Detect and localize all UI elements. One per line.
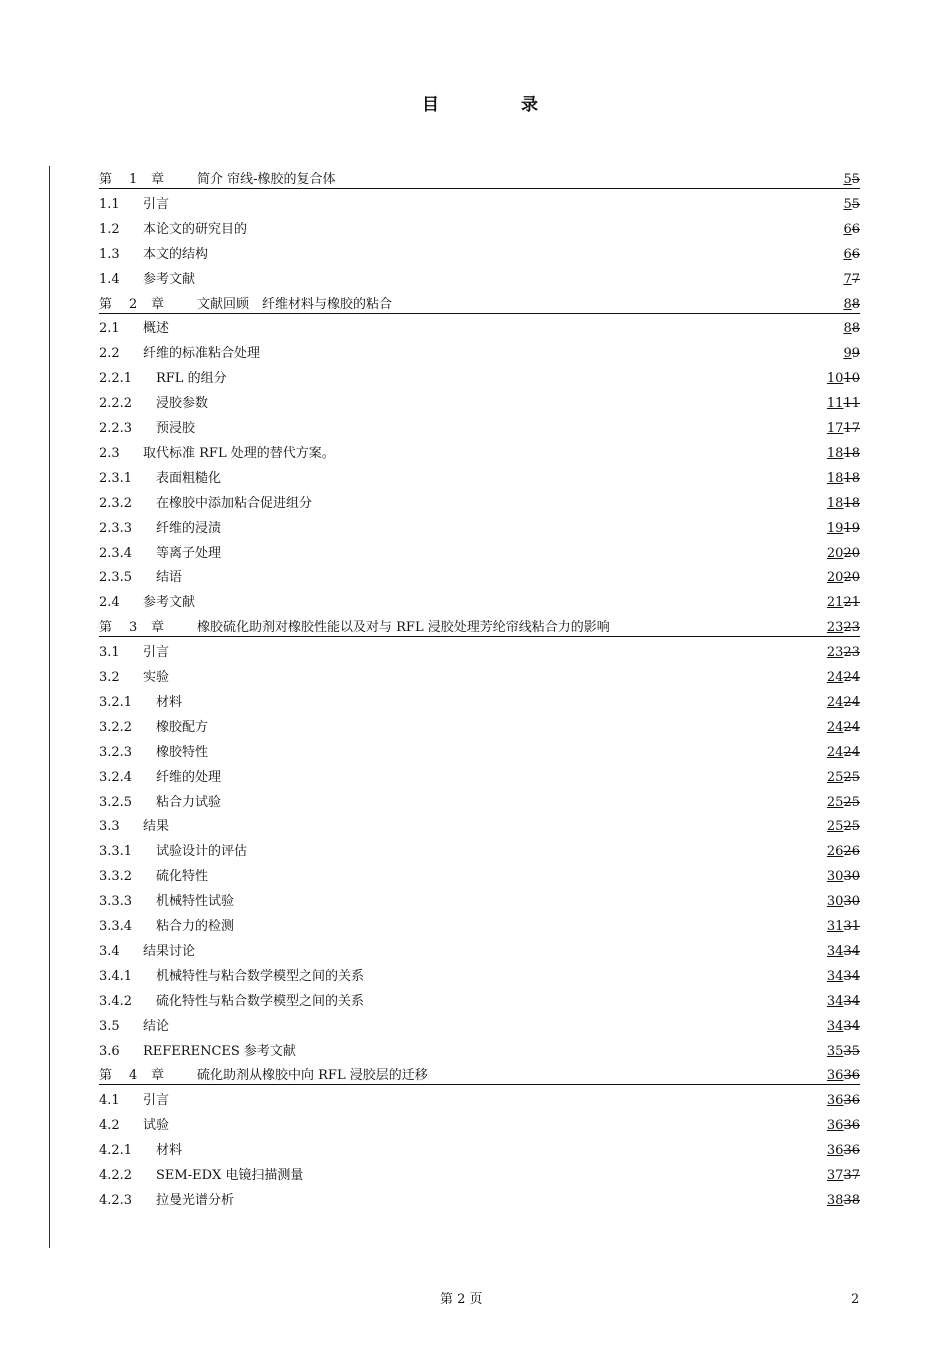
toc-entry-row[interactable]	[99, 195, 860, 215]
toc-title: RFL 的组分	[156, 371, 227, 387]
toc-number: 4.2.2	[99, 1168, 133, 1183]
toc-entry-row[interactable]	[99, 444, 860, 464]
toc-entry-row[interactable]	[99, 270, 860, 290]
toc-entry-row[interactable]	[99, 469, 860, 489]
page-number-inserted: 8	[843, 296, 852, 312]
page-number-deleted: 34	[843, 993, 860, 1009]
page-number-deleted: 34	[843, 1018, 860, 1034]
toc-title: 结果讨论	[143, 943, 196, 959]
toc-number: 3.4.1	[99, 968, 133, 984]
toc-number: 2.3.2	[99, 495, 133, 511]
toc-entry-row[interactable]	[99, 544, 860, 564]
toc-entry-row[interactable]	[99, 1141, 860, 1161]
toc-entry-row[interactable]	[99, 942, 860, 962]
page-number-deleted: 8	[851, 296, 860, 312]
page-number-deleted: 23	[843, 620, 860, 636]
toc-title: 实验	[143, 670, 170, 685]
toc-page-number	[827, 992, 860, 1012]
toc-page-number	[827, 743, 860, 763]
toc-page-number	[827, 618, 860, 638]
toc-entry-row[interactable]	[99, 519, 860, 539]
toc-page-number	[827, 892, 860, 912]
toc-title: 纤维的浸渍	[156, 520, 222, 536]
toc-title: 引言	[143, 645, 170, 661]
page-number-deleted: 20	[843, 570, 860, 586]
page-number-deleted: 17	[843, 421, 860, 436]
toc-entry-row[interactable]	[99, 319, 860, 339]
page-number-inserted: 25	[826, 769, 844, 785]
toc-title: 试验设计的评估	[156, 844, 248, 860]
toc-page-number	[827, 544, 860, 564]
toc-entry-row[interactable]	[99, 718, 860, 738]
toc-number: 3.3	[99, 819, 120, 835]
toc-title: 文献回顾 纤维材料与橡胶的粘合	[197, 296, 393, 312]
toc-page-number	[843, 319, 860, 339]
toc-page-number	[827, 369, 860, 389]
toc-entry-row[interactable]	[99, 842, 860, 862]
page-number-inserted: 34	[826, 943, 844, 959]
toc-title: 粘合力试验	[156, 794, 222, 810]
page-number-inserted: 36	[826, 1118, 844, 1134]
toc-page-number	[827, 693, 860, 713]
page-number-inserted: 7	[843, 271, 852, 287]
page-number-deleted: 25	[843, 819, 860, 835]
toc-number: 3.3.1	[99, 844, 133, 860]
page-number-inserted: 34	[826, 968, 844, 984]
page-number-deleted: 30	[843, 869, 860, 885]
chapter-label-number: 1	[129, 172, 138, 187]
toc-entry-row[interactable]	[99, 1091, 860, 1111]
toc-page-number	[827, 867, 860, 887]
toc-page-number	[827, 1042, 860, 1062]
page-number-deleted: 7	[851, 271, 860, 287]
toc-title: 材料	[156, 694, 183, 710]
toc-page-number	[827, 444, 860, 464]
toc-number: 1.4	[99, 271, 120, 287]
page-number-inserted: 20	[826, 570, 844, 586]
toc-page-number	[843, 245, 860, 265]
page-number-deleted: 34	[843, 943, 860, 959]
toc-title: SEM-EDX 电镜扫描测量	[156, 1168, 304, 1183]
toc-entry-row[interactable]	[99, 593, 860, 613]
page-number-deleted: 25	[843, 794, 860, 810]
chapter-label-number: 2	[129, 296, 138, 312]
toc-title: 本论文的研究目的	[143, 221, 248, 237]
chapter-label-prefix: 第	[99, 172, 113, 187]
page-number-deleted: 24	[843, 670, 860, 685]
toc-page-number	[827, 668, 860, 688]
page-number-deleted: 38	[843, 1192, 860, 1208]
toc-entry-row[interactable]	[99, 768, 860, 788]
toc-title: 等离子处理	[156, 545, 222, 561]
page-number-inserted: 38	[826, 1192, 844, 1208]
toc-title: 试验	[143, 1118, 170, 1134]
page-number-inserted: 11	[826, 396, 844, 412]
page-number-deleted: 36	[843, 1143, 860, 1159]
toc-page-number	[827, 494, 860, 514]
page-number-deleted: 9	[851, 346, 860, 362]
toc-title: 参考文献	[143, 271, 196, 287]
toc-page-number	[827, 1141, 860, 1161]
page-number-inserted: 18	[826, 495, 844, 511]
toc-title: 参考文献	[143, 595, 196, 611]
toc-number: 3.2.2	[99, 719, 133, 735]
toc-title: 机械特性试验	[156, 894, 235, 910]
toc-number: 4.1	[99, 1093, 120, 1109]
toc-chapter-row[interactable]	[99, 295, 860, 315]
page-number-inserted: 6	[843, 246, 852, 262]
toc-page-number	[827, 593, 860, 613]
page-number-deleted: 31	[843, 919, 860, 934]
page-number-deleted: 24	[843, 694, 860, 710]
toc-number: 1.1	[99, 196, 120, 212]
toc-page-number	[827, 768, 860, 788]
page-number-deleted: 35	[843, 1043, 860, 1059]
toc-number: 3.3.4	[99, 919, 133, 934]
page-number-deleted: 5	[851, 172, 860, 187]
toc-entry-row[interactable]	[99, 568, 860, 588]
toc-number: 2.3.1	[99, 470, 133, 486]
toc-title: 本文的结构	[143, 246, 209, 262]
toc-title: 橡胶配方	[156, 719, 209, 735]
page-number-inserted: 5	[843, 172, 852, 187]
chapter-underline	[99, 1084, 860, 1085]
toc-title: 取代标准 RFL 处理的替代方案。	[143, 445, 335, 461]
toc-number: 4.2.1	[99, 1143, 133, 1159]
toc-page-number	[843, 220, 860, 240]
toc-number: 4.2	[99, 1118, 120, 1134]
toc-title: 结论	[143, 1018, 170, 1034]
toc-number: 2.3	[99, 445, 120, 461]
toc-page-number	[827, 1116, 860, 1136]
toc-entry-row[interactable]	[99, 892, 860, 912]
toc-entry-row[interactable]	[99, 1191, 860, 1211]
toc-heading-char-2: 录	[521, 95, 538, 115]
toc-number: 3.5	[99, 1018, 120, 1034]
page-number-inserted: 30	[826, 869, 844, 885]
toc-number: 3.4	[99, 943, 120, 959]
toc-title: 表面粗糙化	[156, 470, 222, 486]
toc-entry-row[interactable]	[99, 1017, 860, 1037]
toc-page-number	[827, 817, 860, 837]
page-number-deleted: 24	[843, 719, 860, 735]
chapter-underline	[99, 636, 860, 637]
page-number-inserted: 18	[826, 470, 844, 486]
toc-page-number	[843, 170, 860, 190]
toc-title: 结果	[143, 819, 170, 835]
page-number-deleted: 18	[843, 495, 860, 511]
toc-number: 2.2	[99, 346, 120, 362]
page-number-inserted: 34	[826, 993, 844, 1009]
toc-page-number	[827, 469, 860, 489]
toc-number: 1.2	[99, 221, 120, 237]
toc-entry-row[interactable]	[99, 1042, 860, 1062]
chapter-label-prefix: 第	[99, 1068, 113, 1084]
page-number-inserted: 36	[826, 1143, 844, 1159]
toc-entry-row[interactable]	[99, 693, 860, 713]
page-number-inserted: 20	[826, 545, 844, 561]
toc-number: 4.2.3	[99, 1192, 133, 1208]
toc-number: 3.6	[99, 1043, 120, 1059]
toc-entry-row[interactable]	[99, 643, 860, 663]
toc-page-number	[827, 917, 860, 937]
toc-page-number	[827, 419, 860, 439]
toc-title: 概述	[143, 321, 170, 337]
toc-number: 1.3	[99, 246, 120, 262]
toc-entry-row[interactable]	[99, 743, 860, 763]
toc-title: 橡胶硫化助剂对橡胶性能以及对与 RFL 浸胶处理芳纶帘线粘合力的影响	[197, 620, 610, 636]
page-number-inserted: 8	[843, 321, 852, 337]
toc-entry-row[interactable]	[99, 494, 860, 514]
toc-number: 2.1	[99, 321, 120, 337]
page-number-inserted: 36	[826, 1068, 844, 1084]
toc-number: 2.3.5	[99, 570, 133, 586]
toc-title: 浸胶参数	[156, 396, 209, 412]
page-number-deleted: 37	[843, 1168, 860, 1183]
page-number-deleted: 5	[851, 196, 860, 212]
page-number-deleted: 18	[843, 470, 860, 486]
page-number-deleted: 8	[851, 321, 860, 337]
page-number-inserted: 6	[843, 221, 852, 237]
chapter-underline	[99, 313, 860, 314]
toc-page-number	[827, 394, 860, 414]
page-number-deleted: 19	[843, 520, 860, 536]
toc-title: REFERENCES 参考文献	[143, 1043, 296, 1059]
page-number-deleted: 20	[843, 545, 860, 561]
page-number-inserted: 21	[826, 595, 844, 611]
toc-entry-row[interactable]	[99, 419, 860, 439]
page-number-inserted: 26	[826, 844, 844, 860]
page-number-inserted: 23	[826, 620, 844, 636]
toc-page-number	[827, 519, 860, 539]
toc-entry-row[interactable]	[99, 817, 860, 837]
toc-number: 3.2.3	[99, 744, 133, 760]
page-number-deleted: 11	[843, 396, 860, 412]
toc-page-number	[827, 643, 860, 663]
toc-entry-row[interactable]	[99, 1116, 860, 1136]
toc-page-number	[843, 270, 860, 290]
toc-title: 在橡胶中添加粘合促进组分	[156, 495, 313, 511]
page-number-deleted: 36	[843, 1068, 860, 1084]
toc-page-number	[827, 1091, 860, 1111]
toc-chapter-row[interactable]	[99, 1066, 860, 1086]
toc-number: 3.3.2	[99, 869, 133, 885]
toc-entry-row[interactable]	[99, 668, 860, 688]
toc-entry-row[interactable]	[99, 369, 860, 389]
toc-entry-row[interactable]	[99, 917, 860, 937]
toc-title: 引言	[143, 196, 170, 212]
chapter-label-suffix: 章	[151, 172, 165, 187]
toc-page-number	[827, 942, 860, 962]
page-number-inserted: 34	[826, 1018, 844, 1034]
page-number-inserted: 31	[826, 919, 844, 934]
toc-page-number	[827, 793, 860, 813]
toc-page-number	[827, 568, 860, 588]
toc-number: 2.2.3	[99, 421, 133, 436]
chapter-label-number: 4	[129, 1068, 138, 1084]
page-number-deleted: 30	[843, 894, 860, 910]
page-number-deleted: 10	[843, 371, 860, 387]
toc-title: 机械特性与粘合数学模型之间的关系	[156, 968, 365, 984]
toc-title: 结语	[156, 570, 183, 586]
chapter-underline	[99, 188, 860, 189]
chapter-label-number: 3	[129, 620, 138, 636]
toc-page-number	[827, 1017, 860, 1037]
toc-title: 材料	[156, 1143, 183, 1159]
toc-title: 拉曼光谱分析	[156, 1192, 235, 1208]
page-number-inserted: 19	[826, 520, 844, 536]
chapter-label-suffix: 章	[151, 1068, 165, 1084]
page-number-deleted: 36	[843, 1118, 860, 1134]
page-number-inserted: 18	[826, 445, 844, 461]
toc-entry-row[interactable]	[99, 245, 860, 265]
chapter-label-prefix: 第	[99, 296, 113, 312]
toc-heading-char-1: 目	[422, 95, 439, 115]
toc-entry-row[interactable]	[99, 394, 860, 414]
toc-number: 3.2.1	[99, 694, 133, 710]
page-number-inserted: 25	[826, 794, 844, 810]
toc-title: 纤维的标准粘合处理	[143, 346, 261, 362]
page-number-deleted: 23	[843, 645, 860, 661]
page-number-inserted: 17	[826, 421, 844, 436]
toc-number: 3.2.5	[99, 794, 133, 810]
page-number-inserted: 9	[843, 346, 852, 362]
page-number-deleted: 25	[843, 769, 860, 785]
page-number-deleted: 26	[843, 844, 860, 860]
toc-page-number	[827, 1191, 860, 1211]
toc-page-number	[827, 967, 860, 987]
page-number-deleted: 34	[843, 968, 860, 984]
toc-number: 3.4.2	[99, 993, 133, 1009]
toc-title: 橡胶特性	[156, 744, 209, 760]
page-number-deleted: 6	[851, 221, 860, 237]
page-number-inserted: 30	[826, 894, 844, 910]
toc-entry-row[interactable]	[99, 344, 860, 364]
toc-number: 2.2.1	[99, 371, 133, 387]
page-number-inserted: 23	[826, 645, 844, 661]
toc-entry-row[interactable]	[99, 220, 860, 240]
page-number-inserted: 24	[826, 744, 844, 760]
toc-number: 3.1	[99, 645, 120, 661]
toc-number: 2.4	[99, 595, 120, 611]
toc-number: 2.2.2	[99, 396, 133, 412]
toc-page-number	[843, 295, 860, 315]
toc-page-number	[843, 344, 860, 364]
toc-title: 引言	[143, 1093, 170, 1109]
chapter-label-prefix: 第	[99, 620, 113, 636]
toc-page-number	[843, 195, 860, 215]
page-number-inserted: 25	[826, 819, 844, 835]
toc-title: 预浸胶	[156, 421, 196, 436]
page-number-deleted: 24	[843, 744, 860, 760]
page-number-deleted: 21	[843, 595, 860, 611]
toc-number: 3.2.4	[99, 769, 133, 785]
page-number-inserted: 24	[826, 719, 844, 735]
page-number-inserted: 5	[843, 196, 852, 212]
chapter-label-suffix: 章	[151, 620, 165, 636]
toc-number: 2.3.4	[99, 545, 133, 561]
toc-title: 硫化特性与粘合数学模型之间的关系	[156, 993, 365, 1009]
page-number-deleted: 36	[843, 1093, 860, 1109]
toc-entry-row[interactable]	[99, 967, 860, 987]
toc-chapter-row[interactable]	[99, 618, 860, 638]
toc-entry-row[interactable]	[99, 867, 860, 887]
toc-number: 2.3.3	[99, 520, 133, 536]
page-number-inserted: 10	[826, 371, 844, 387]
toc-entry-row[interactable]	[99, 992, 860, 1012]
toc-entry-row[interactable]	[99, 1166, 860, 1186]
toc-page-number	[827, 842, 860, 862]
page-number-deleted: 6	[851, 246, 860, 262]
footer-page-label: 第 2 页	[440, 1292, 483, 1307]
toc-title: 纤维的处理	[156, 769, 222, 785]
page-number-inserted: 35	[826, 1043, 844, 1059]
toc-title: 简介 帘线-橡胶的复合体	[197, 172, 336, 187]
page-number-inserted: 24	[826, 694, 844, 710]
page-number-deleted: 18	[843, 445, 860, 461]
toc-title: 粘合力的检测	[156, 919, 235, 934]
toc-entry-row[interactable]	[99, 793, 860, 813]
toc-chapter-row[interactable]	[99, 170, 860, 190]
toc-page-number	[827, 1066, 860, 1086]
toc-number: 3.2	[99, 670, 120, 685]
chapter-label-suffix: 章	[151, 296, 165, 312]
footer-page-number: 2	[851, 1292, 860, 1307]
toc-title: 硫化特性	[156, 869, 209, 885]
page-footer	[0, 1290, 950, 1310]
toc-number: 3.3.3	[99, 894, 133, 910]
toc-page-number	[827, 718, 860, 738]
page-number-inserted: 24	[826, 670, 844, 685]
toc-title: 硫化助剂从橡胶中向 RFL 浸胶层的迁移	[197, 1068, 428, 1084]
page-number-inserted: 36	[826, 1093, 844, 1109]
toc-page-number	[827, 1166, 860, 1186]
page-number-inserted: 37	[826, 1168, 844, 1183]
